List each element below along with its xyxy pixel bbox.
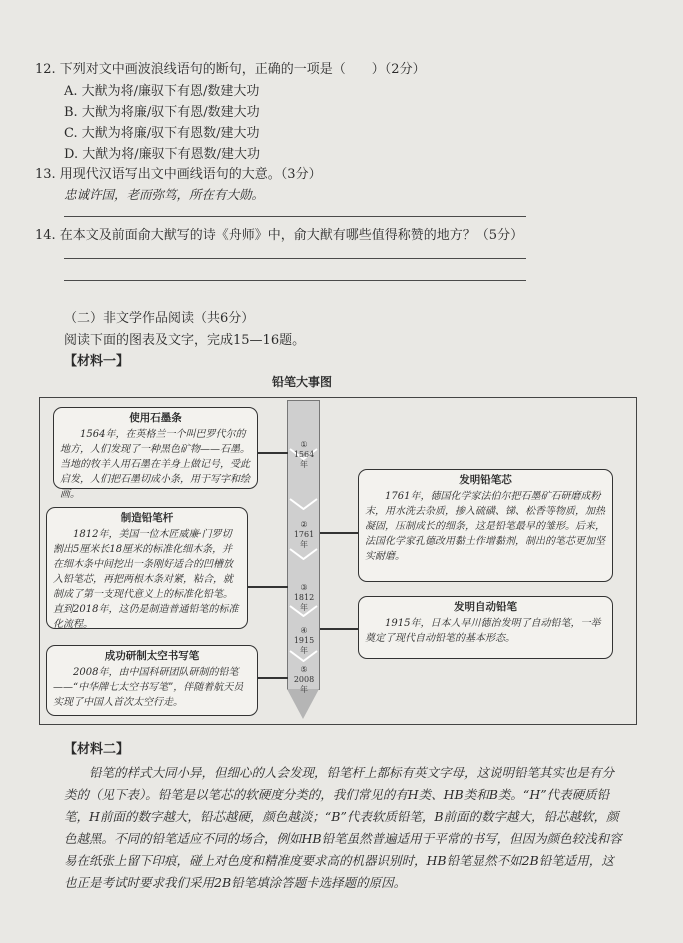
section-instruction: 阅读下面的图表及文字，完成15—16题。 xyxy=(64,333,306,348)
material-2-label: 【材料二】 xyxy=(64,742,130,757)
chevron-down-icon xyxy=(289,498,318,510)
question-12-option-b: B. 大猷为将廉/驭下有恩/数建大功 xyxy=(64,105,260,120)
material-2-paragraph xyxy=(64,762,624,894)
connector-line xyxy=(320,532,358,534)
connector-line xyxy=(248,586,288,588)
event-title: 使用石墨条 xyxy=(129,412,182,424)
timeline-event-box xyxy=(46,507,248,629)
event-title: 发明铅笔芯 xyxy=(459,474,512,486)
timeline-event-box xyxy=(358,596,613,659)
timeline-node-1915: ④ 1915年 xyxy=(293,626,315,655)
event-body: 2008年，由中国科研团队研制的铅笔——“中华牌七太空书写笔”，伴随着航天员实现了中国人首次太空行走。 xyxy=(53,667,244,708)
event-title: 发明自动铅笔 xyxy=(454,601,517,613)
event-title: 成功研制太空书写笔 xyxy=(104,650,200,662)
material-2-text: 铅笔的样式大同小异，但细心的人会发现，铅笔杆上都标有英文字母，这说明铅笔其实也是有分类的（见下表）。铅笔是以笔芯的软硬度分类的，我们常见的有H类、HB类和B类。“H”代表硬质铅笔，H前面的数字越大，铅芯越硬，颜色越淡；“B”代表软质铅笔，B前面的数字越大，铅芯越软，颜色越黑。不同的铅笔适应不同的场合，例如HB铅笔虽然普遍适用于平常的书写，但因为颜色较浅和容易在纸张上留下印痕，碰上对色度和精准度要求高的机器识别时，HB铅笔显然不如2B铅笔适用，这也正是考试时要求我们采用2B铅笔填涂答题卡选择题的原因。 xyxy=(64,765,622,890)
timeline-node-1761: ② 1761年 xyxy=(293,520,315,549)
answer-line xyxy=(64,216,526,217)
material-1-label: 【材料一】 xyxy=(64,354,130,369)
answer-line xyxy=(64,258,526,259)
connector-line xyxy=(258,677,288,679)
timeline-node-1812: ③ 1812年 xyxy=(293,583,315,612)
question-12-option-d: D. 大猷为将/廉驭下有恩数/建大功 xyxy=(64,147,260,162)
timeline-node-1564: ① 1564年 xyxy=(293,440,315,469)
question-12-option-a: A. 大猷为将/廉驭下有恩/数建大功 xyxy=(64,84,260,99)
question-13-stem: 13. 用现代汉语写出文中画线语句的大意。（3分） xyxy=(35,167,322,182)
timeline-node-2008: ⑤ 2008年 xyxy=(293,665,315,694)
event-title: 制造铅笔杆 xyxy=(120,512,174,524)
answer-line xyxy=(64,280,526,281)
timeline-event-box xyxy=(53,407,258,500)
timeline-event-box xyxy=(46,645,258,716)
question-12-option-c: C. 大猷为将廉/驭下有恩数/建大功 xyxy=(64,126,260,141)
connector-line xyxy=(320,628,358,630)
timeline-event-box xyxy=(358,469,613,582)
event-body: 1761年，德国化学家法伯尔把石墨矿石研磨成粉末，用水洗去杂质，掺入硫磺、锑、松香等物质，加热凝固，压制成长的细条，这是铅笔最早的雏形。后来，法国化学家孔德改用黏土作增黏剂，制出的笔芯更加坚实耐磨。 xyxy=(365,491,605,562)
question-13-handwritten-answer: 忠诚许国，老而弥笃，所在有大勋。 xyxy=(64,187,265,202)
question-14-stem: 14. 在本文及前面俞大猷写的诗《舟师》中，俞大猷有哪些值得称赞的地方？（5分） xyxy=(35,228,524,243)
question-12-stem: 12. 下列对文中画波浪线语句的断句，正确的一项是（ ）（2分） xyxy=(35,62,426,77)
connector-line xyxy=(258,452,288,454)
event-body: 1564年，在英格兰一个叫巴罗代尔的地方，人们发现了一种黑色矿物——石墨。当地的牧羊人用石墨在羊身上做记号，受此启发，人们把石墨切成小条，用于写字和绘画。 xyxy=(60,429,250,500)
event-body: 1915年，日本人早川德治发明了自动铅笔，一举奠定了现代自动铅笔的基本形态。 xyxy=(365,618,601,644)
section-title: （二）非文学作品阅读（共6分） xyxy=(64,311,255,326)
event-body: 1812年，美国一位木匠威廉·门罗切割出5厘米长18厘米的标准化细木条，并在细木条中间挖出一条刚好适合的凹槽放入铅笔芯，再把两根木条对紧，粘合，就制成了第一支现代意义上的标准化铅笔。直到2018年，这仍是制造普通铅笔的标准化流程。 xyxy=(53,529,239,630)
figure-title: 铅笔大事图 xyxy=(272,375,333,389)
